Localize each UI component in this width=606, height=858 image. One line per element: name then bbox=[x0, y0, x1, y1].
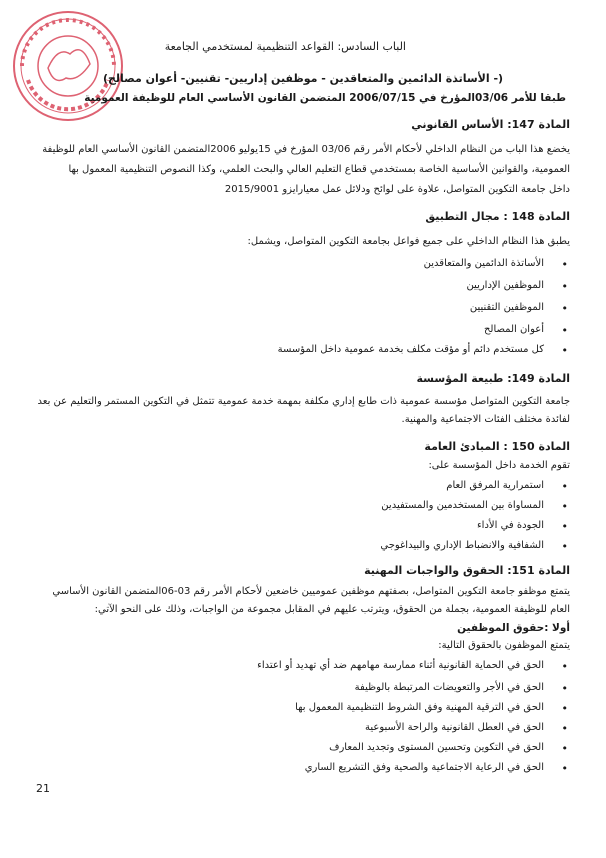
article-151-heading: المادة 151: الحقوق والواجبات المهنية bbox=[364, 564, 570, 577]
article-151-text-line: يتمتع موظفو جامعة التكوين المتواصل، بصفتهم موظفين عموميين خاضعين لأحكام الأمر رقم 03-06المتضمن القانون الأساسي bbox=[52, 586, 570, 597]
article-148-heading: المادة 148 : مجال التطبيق bbox=[425, 210, 570, 223]
list-item: • الجودة في الأداء bbox=[476, 520, 568, 533]
article-149-heading: المادة 149: طبيعة المؤسسة bbox=[416, 372, 570, 385]
bullet-icon: • bbox=[561, 480, 568, 493]
bullet-icon: • bbox=[561, 702, 568, 715]
article-147-text-line: العمومية، والقوانين الأساسية الخاصة بمستخدمي قطاع التعليم العالي والبحث العلمي، وكذا النصوص التنظيمية المعمول بها bbox=[68, 164, 570, 175]
list-item: • الشفافية والانضباط الإداري والبيداغوجي bbox=[380, 540, 568, 553]
list-item: • الحق في التكوين وتحسين المستوى وتجديد المعارف bbox=[329, 742, 568, 755]
article-151-text-line: العام للوظيفة العمومية، بجملة من الحقوق، ويترتب عليهم في المقابل مجموعة من الواجبات، وذلك على النحو الآتي: bbox=[94, 604, 570, 615]
legal-reference: طبقا للأمر 03/06المؤرخ في 2006/07/15 المتضمن القانون الأساسي العام للوظيفة العمومية bbox=[84, 92, 566, 104]
bullet-icon: • bbox=[561, 742, 568, 755]
article-147-heading: المادة 147: الأساس القانوني bbox=[411, 118, 570, 131]
article-147-text-line: يخضع هذا الباب من النظام الداخلي لأحكام الأمر رقم 03/06 المؤرخ في 15يوليو 2006المتضمن القانون الأساسي العام للوظيفة bbox=[42, 144, 570, 155]
bullet-icon: • bbox=[561, 682, 568, 695]
article-148-intro: يطبق هذا النظام الداخلي على جميع فواعل بجامعة التكوين المتواصل، ويشمل: bbox=[247, 236, 570, 247]
list-item: • الموظفين الإداريين bbox=[466, 280, 568, 293]
bullet-icon: • bbox=[561, 258, 568, 271]
bullet-icon: • bbox=[561, 660, 568, 673]
list-item: • الأساتذة الدائمين والمتعاقدين bbox=[423, 258, 568, 271]
list-item: • استمرارية المرفق العام bbox=[446, 480, 568, 493]
document-subtitle: (- الأساتذة الدائمين والمتعاقدين - موظفين إداريين- تقنيين- أعوان مصالح) bbox=[102, 72, 504, 85]
list-item: • كل مستخدم دائم أو مؤقت مكلف بخدمة عمومية داخل المؤسسة bbox=[277, 344, 568, 357]
bullet-icon: • bbox=[561, 280, 568, 293]
article-151-subheading: أولا :حقوق الموظفين bbox=[457, 622, 570, 634]
article-151-intro: يتمتع الموظفون بالحقوق التالية: bbox=[438, 640, 570, 651]
list-item: • الحق في الأجر والتعويضات المرتبطة بالوظيفة bbox=[354, 682, 568, 695]
bullet-icon: • bbox=[561, 540, 568, 553]
official-stamp bbox=[8, 6, 128, 126]
list-item: • الحق في الرعاية الاجتماعية والصحية وفق التشريع الساري bbox=[304, 762, 568, 775]
article-149-text-line: لفائدة مختلف الفئات الاجتماعية والمهنية. bbox=[401, 414, 570, 425]
bullet-icon: • bbox=[561, 324, 568, 337]
bullet-icon: • bbox=[561, 302, 568, 315]
bullet-icon: • bbox=[561, 762, 568, 775]
list-item: • الحق في الترقية المهنية وفق الشروط التنظيمية المعمول بها bbox=[295, 702, 568, 715]
bullet-icon: • bbox=[561, 500, 568, 513]
list-item: • المساواة بين المستخدمين والمستفيدين bbox=[381, 500, 568, 513]
article-150-heading: المادة 150 : المبادئ العامة bbox=[424, 440, 570, 453]
bullet-icon: • bbox=[561, 722, 568, 735]
chapter-title: الباب السادس: القواعد التنظيمية لمستخدمي الجامعة bbox=[164, 40, 406, 53]
list-item: • الحق في العطل القانونية والراحة الأسبوعية bbox=[365, 722, 568, 735]
page-number: 21 bbox=[36, 782, 50, 795]
list-item: • الحق في الحماية القانونية أثناء ممارسة مهامهم ضد أي تهديد أو اعتداء bbox=[257, 660, 568, 673]
list-item: • أعوان المصالح bbox=[483, 324, 568, 337]
article-147-text-line: داخل جامعة التكوين المتواصل، علاوة على لوائح ودلائل عمل معيارايزو 2015/9001 bbox=[224, 184, 570, 195]
article-150-intro: تقوم الخدمة داخل المؤسسة على: bbox=[428, 460, 570, 471]
article-149-text-line: جامعة التكوين المتواصل مؤسسة عمومية ذات طابع إداري مكلفة بمهمة خدمة عمومية تتمثل في التكوين المستمر والتعليم عن بعد bbox=[37, 396, 570, 407]
bullet-icon: • bbox=[561, 344, 568, 357]
bullet-icon: • bbox=[561, 520, 568, 533]
list-item: • الموظفين التقنيين bbox=[469, 302, 568, 315]
